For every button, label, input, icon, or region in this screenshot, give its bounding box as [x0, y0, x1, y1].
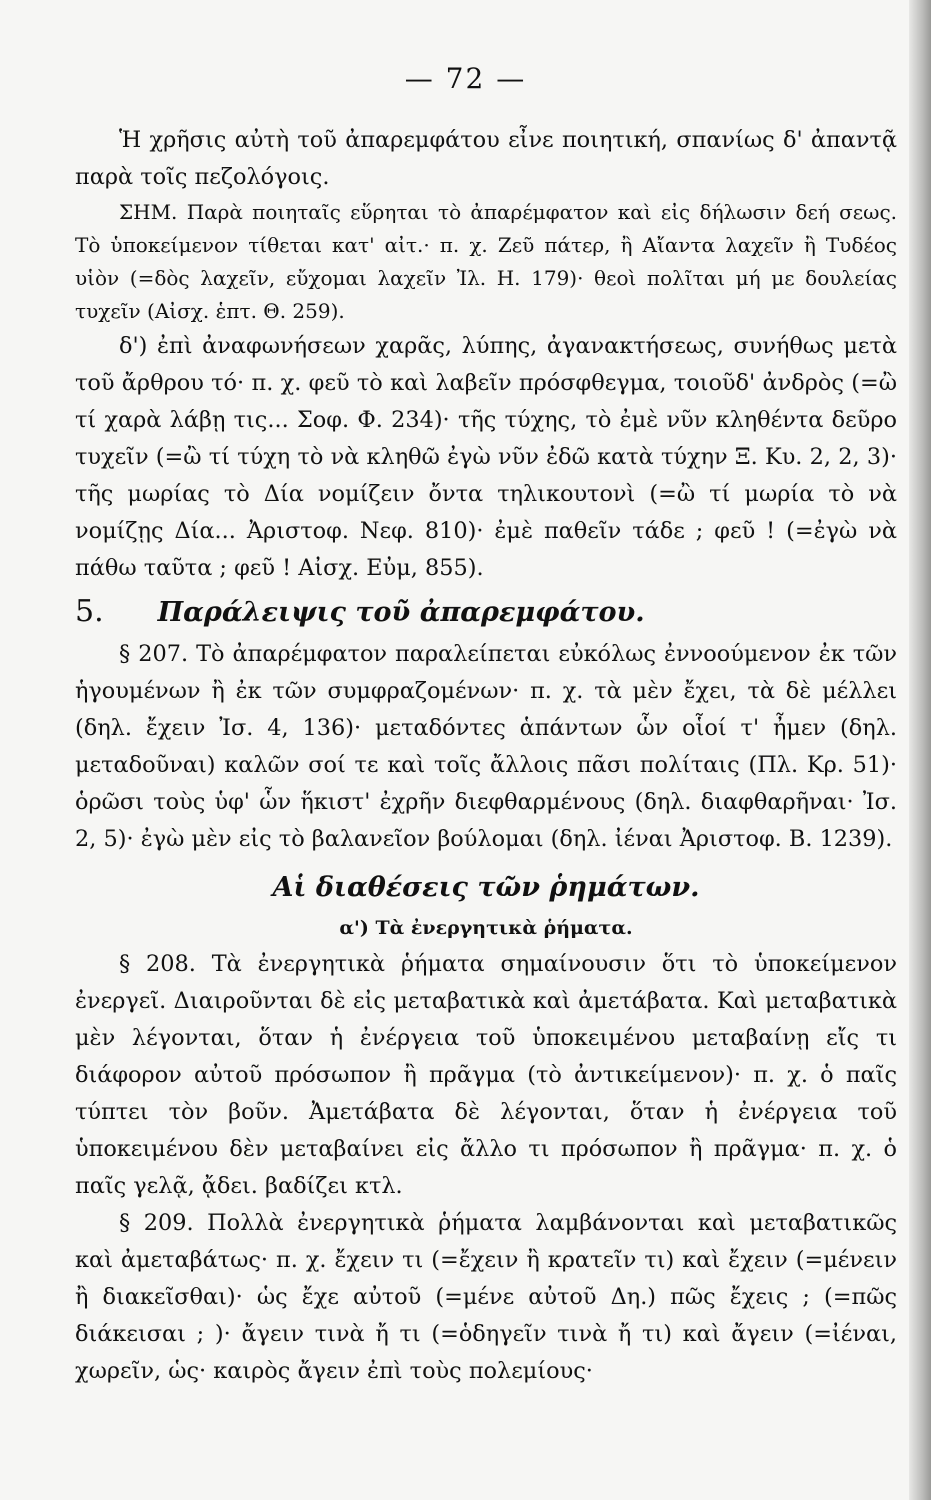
- page-edge-shadow: [909, 0, 931, 1500]
- chapter-heading: Αἱ διαθέσεις τῶν ῥημάτων.: [272, 872, 700, 903]
- section-title: Παράλειψις τοῦ ἀπαρεμφάτου.: [157, 597, 645, 628]
- section-5-heading: [75, 591, 897, 634]
- subsection-heading: α') Τὰ ἐνεργητικὰ ῥήματα.: [339, 917, 633, 939]
- note-paragraph: ΣΗΜ. Παρὰ ποιηταῖς εὕρηται τὸ ἀπαρέμφατον καὶ εἰς δήλωσιν δεή σεως. Τὸ ὑποκείμενον τίθεται κατ' αἰτ.· π. χ. Ζεῦ πάτερ, ἢ Αἴαντα λαχεῖν ἢ Τυδέος υἱὸν (=δὸς λαχεῖν, εὔχομαι λαχεῖν Ἰλ. Η. 179)· θεοὶ πολῖται μή με δουλείας τυχεῖν (Αἰσχ. ἑπτ. Θ. 259).: [75, 200, 897, 323]
- paragraph-usage: Ἡ χρῆσις αὐτὴ τοῦ ἀπαρεμφάτου εἶνε ποιητική, σπανίως δ' ἀπαντᾷ παρὰ τοῖς πεζολόγοις.: [75, 127, 897, 190]
- paragraph-exclamations: δ') ἐπὶ ἀναφωνήσεων χαρᾶς, λύπης, ἀγανακτήσεως, συνήθως μετὰ τοῦ ἄρθρου τό· π. χ. φεῦ τὸ καὶ λαβεῖν πρόσφθεγμα, τοιοῦδ' ἀνδρὸς (=ὢ τί χαρὰ λάβῃ τις... Σοφ. Φ. 234)· τῆς τύχης, τὸ ἐμὲ νῦν κληθέντα δεῦρο τυχεῖν (=ὢ τί τύχη τὸ νὰ κληθῶ ἐγὼ νῦν ἐδῶ κατὰ τύχην Ξ. Κυ. 2, 2, 3)· τῆς μωρίας τὸ Δία νομίζειν ὄντα τηλικουτονὶ (=ὢ τί μωρία τὸ νὰ νομίζῃς Δία... Ἀριστοφ. Νεφ. 810)· ἐμὲ παθεῖν τάδε ; φεῦ ! (=ἐγὼ νὰ πάθω ταῦτα ; φεῦ ! Αἰσχ. Εὐμ, 855).: [75, 333, 897, 581]
- paragraph-207: § 207. Τὸ ἀπαρέμφατον παραλείπεται εὐκόλως ἐννοούμενον ἐκ τῶν ἡγουμένων ἢ ἐκ τῶν συμφραζομένων· π. χ. τὰ μὲν ἔχει, τὰ δὲ μέλλει (δηλ. ἔχειν Ἰσ. 4, 136)· μεταδόντες ἁπάντων ὧν οἷοί τ' ἦμεν (δηλ. μεταδοῦναι) καλῶν σοί τε καὶ τοῖς ἄλλοις πᾶσι πολίταις (Πλ. Κρ. 51)· ὁρῶσι τοὺς ὑφ' ὧν ἥκιστ' ἐχρῆν διεφθαρμένους (δηλ. διαφθαρῆναι· Ἰσ. 2, 5)· ἐγὼ μὲν εἰς τὸ βαλανεῖον βούλομαι (δηλ. ἰέναι Ἀριστοφ. Β. 1239).: [75, 641, 897, 852]
- section-number: 5.: [75, 594, 104, 629]
- page-body: [75, 122, 897, 1390]
- paragraph-209: § 209. Πολλὰ ἐνεργητικὰ ῥήματα λαμβάνονται καὶ μεταβατικῶς καὶ ἀμεταβάτως· π. χ. ἔχειν τι (=ἔχειν ἢ κρατεῖν τι) καὶ ἔχειν (=μένειν ἢ διακεῖσθαι)· ὡς ἔχε αὐτοῦ (=μένε αὐτοῦ Δη.) πῶς ἔχεις ; (=πῶς διάκεισαι ; )· ἄγειν τινὰ ἤ τι (=ὁδηγεῖν τινὰ ἤ τι) καὶ ἄγειν (=ἰέναι, χωρεῖν, ὡς· καιρὸς ἄγειν ἐπὶ τοὺς πολεμίους·: [75, 1210, 897, 1384]
- paragraph-208: § 208. Τὰ ἐνεργητικὰ ῥήματα σημαίνουσιν ὅτι τὸ ὑποκείμενον ἐνεργεῖ. Διαιροῦνται δὲ εἰς μεταβατικὰ καὶ ἀμετάβατα. Καὶ μεταβατικὰ μὲν λέγονται, ὅταν ἡ ἐνέργεια τοῦ ὑποκειμένου μεταβαίνῃ εἴς τι διάφορον αὐτοῦ πρόσωπον ἢ πρᾶγμα (τὸ ἀντικείμενον)· π. χ. ὁ παῖς τύπτει τὸν βοῦν. Ἀμετάβατα δὲ λέγονται, ὅταν ἡ ἐνέργεια τοῦ ὑποκειμένου δὲν μεταβαίνει εἰς ἄλλο τι πρόσωπον ἢ πρᾶγμα· π. χ. ὁ παῖς γελᾷ, ᾄδει. βαδίζει κτλ.: [75, 951, 897, 1199]
- page-number: — 72 —: [404, 62, 527, 95]
